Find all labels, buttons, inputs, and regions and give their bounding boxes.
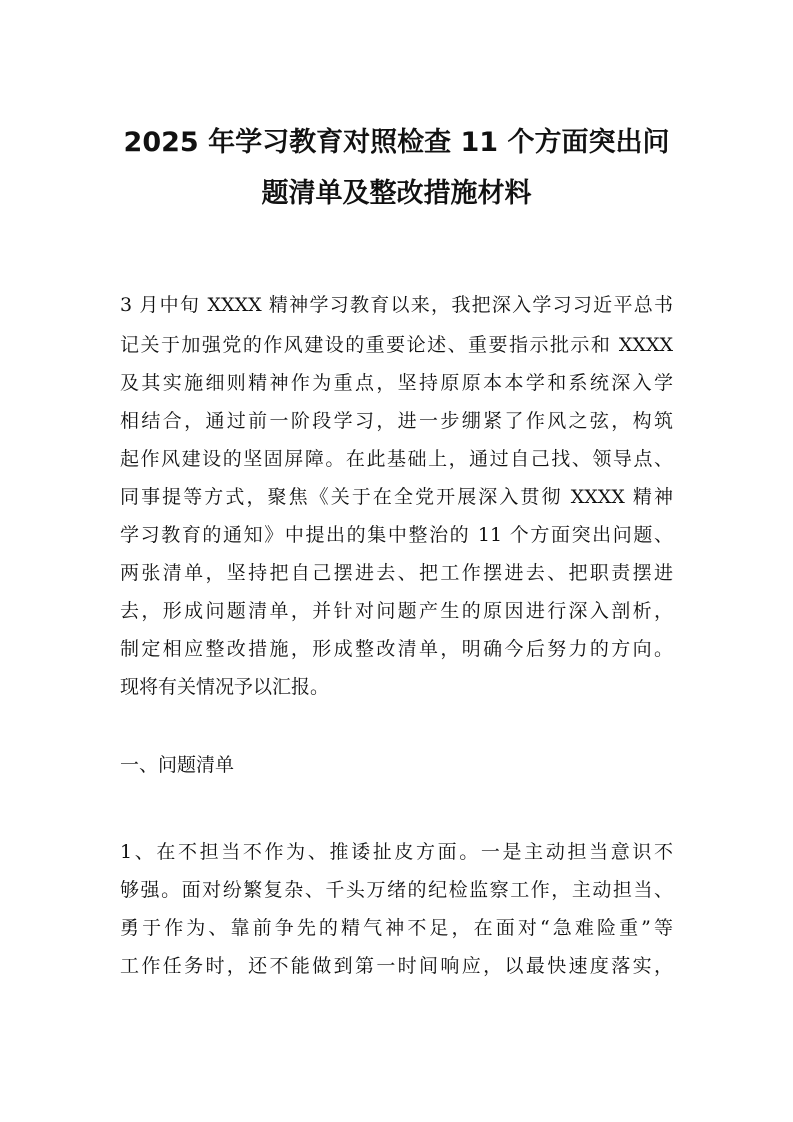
- intro-paragraph-line: 起作风建设的坚固屏障。在此基础上，通过自己找、领导点、: [120, 448, 673, 470]
- intro-paragraph-line: 制定相应整改措施，形成整改清单，明确今后努力的方向。: [120, 638, 673, 660]
- item-paragraph-line: 勇于作为、靠前争先的精气神不足，在面对“急难险重”等: [120, 917, 673, 939]
- intro-paragraph-line: 及其实施细则精神作为重点，坚持原原本本学和系统深入学: [120, 372, 673, 394]
- document-title-line-1: 2025 年学习教育对照检查 11 个方面突出问: [123, 127, 670, 158]
- intro-paragraph-line: 学习教育的通知》中提出的集中整治的 11 个方面突出问题、: [120, 524, 673, 546]
- intro-paragraph-line: 3 月中旬 XXXX 精神学习教育以来，我把深入学习习近平总书: [120, 294, 673, 316]
- intro-paragraph-line: 记关于加强党的作风建设的重要论述、重要指示批示和 XXXX: [120, 334, 673, 356]
- item-paragraph-line: 工作任务时，还不能做到第一时间响应，以最快速度落实，: [120, 955, 673, 977]
- intro-paragraph-line: 两张清单，坚持把自己摆进去、把工作摆进去、把职责摆进: [120, 562, 673, 584]
- intro-paragraph-line: 去，形成问题清单，并针对问题产生的原因进行深入剖析，: [120, 600, 673, 622]
- intro-paragraph-line: 现将有关情况予以汇报。: [120, 676, 330, 698]
- intro-paragraph-line: 同事提等方式，聚焦《关于在全党开展深入贯彻 XXXX 精神: [120, 486, 673, 508]
- item-paragraph-line: 1、在不担当不作为、推诿扯皮方面。一是主动担当意识不: [120, 841, 673, 863]
- document-title-line-2: 题清单及整改措施材料: [261, 178, 532, 209]
- section-heading: 一、问题清单: [120, 754, 235, 776]
- item-paragraph-line: 够强。面对纷繁复杂、千头万绪的纪检监察工作，主动担当、: [120, 879, 673, 901]
- intro-paragraph-line: 相结合，通过前一阶段学习，进一步绷紧了作风之弦，构筑: [120, 410, 673, 432]
